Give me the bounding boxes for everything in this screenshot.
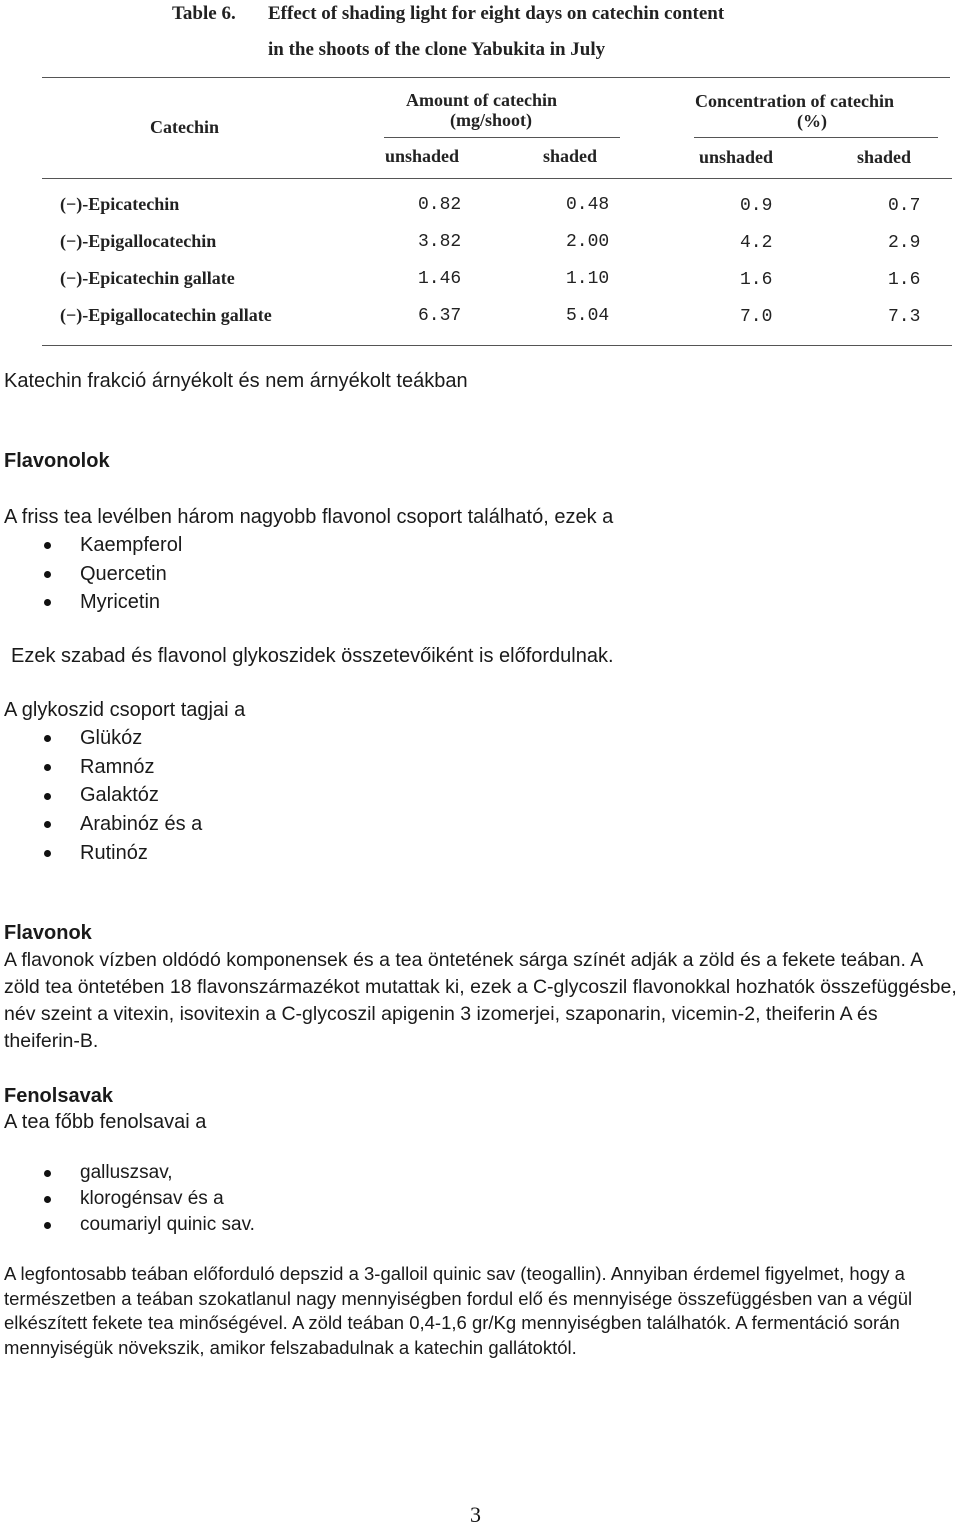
cell-conc-unshaded: 1.6 [740,270,773,290]
phenolic-paragraph: A legfontosabb teában előforduló depszid a 3-galloil quinic sav (teogallin). Annyiban érdemel figyelmet, hogy a természetben a teában szokatlanul nagy mennyiségben fordul elő és mennyisége összefüggésben van a végül elkészített fekete tea minőségével. A zöld teában 0,4-1,6 gr/Kg mennyiségben találhatók. A fermentáció során mennyiségük növekszik, amikor felszabadulnak a katechin gallátoktól. [4,1263,913,1358]
group-rule-amount [384,137,620,138]
sub-header-shaded: shaded [857,147,912,167]
list-item: coumariyl quinic sav. [0,1212,255,1238]
flavonol-intro: A friss tea levélben három nagyobb flavonol csoport található, ezek a [4,506,614,528]
col-group-amount-line2: (mg/shoot) [450,110,532,130]
list-item: Kaempferol [0,531,182,560]
bullet-icon [44,1170,51,1177]
flavonok-paragraph: A flavonok vízben oldódó komponensek és a tea öntetének sárga színét adják a zöld és a fekete teában. A zöld tea öntetében 18 flavonszármazékot mutattak ki, ezek a C-glycoszil flavonokkal hozhatók összefüggésbe, név szeint a vitexin, isovitexin a C-glycoszil apigenin 3 izomerjei, szaponarin, vicemin-2, theiferin A és theiferin-B. [4,949,957,1052]
heading-flavonolok: Flavonolok [4,450,110,472]
bullet-icon [44,571,51,578]
cell-conc-shaded: 2.9 [888,233,921,253]
list-item: Myricetin [0,588,182,617]
cell-conc-unshaded: 7.0 [740,307,773,327]
cell-conc-shaded: 7.3 [888,307,921,327]
table-title-line2: in the shoots of the clone Yabukita in July [268,39,606,60]
row-name: (−)-Epigallocatechin [60,231,217,251]
phenolic-intro: A tea főbb fenolsavai a [4,1111,207,1133]
list-item: Ramnóz [0,753,202,782]
cell-conc-unshaded: 4.2 [740,233,773,253]
list-item: Quercetin [0,560,182,589]
cell-conc-shaded: 0.7 [888,196,921,216]
phenolic-acid-list [0,1160,255,1238]
row-name: (−)-Epicatechin [60,194,180,214]
flavonol-note: Ezek szabad és flavonol glykoszidek összetevőiként is előfordulnak. [11,645,614,667]
catechin-table [0,0,960,356]
bullet-icon [44,793,51,800]
cell-amount-shaded: 1.10 [566,269,610,289]
bullet-icon [44,764,51,771]
sub-header-shaded: shaded [543,146,598,166]
col-group-concentration-line1: Concentration of catechin [695,91,894,111]
cell-conc-unshaded: 0.9 [740,196,773,216]
table-bottom-rule [42,345,952,346]
page-number: 3 [470,1502,481,1527]
cell-amount-shaded: 0.48 [566,195,610,215]
table-label: Table 6. [172,3,236,24]
bullet-icon [44,1222,51,1229]
col-group-amount-line1: Amount of catechin [406,90,557,110]
sub-header-unshaded: unshaded [699,147,774,167]
glycoside-intro: A glykoszid csoport tagjai a [4,699,246,721]
cell-conc-shaded: 1.6 [888,270,921,290]
list-item: Rutinóz [0,839,202,868]
bullet-icon [44,850,51,857]
bullet-icon [44,599,51,606]
cell-amount-unshaded: 0.82 [418,195,462,215]
list-item: klorogénsav és a [0,1186,255,1212]
table-caption: Katechin frakció árnyékolt és nem árnyékolt teákban [4,370,468,392]
table-header-rule [42,178,952,179]
cell-amount-shaded: 5.04 [566,306,610,326]
cell-amount-unshaded: 1.46 [418,269,462,289]
list-item: galluszsav, [0,1160,255,1186]
list-item: Galaktóz [0,781,202,810]
bullet-icon [44,1196,51,1203]
flavonol-list [0,531,182,617]
cell-amount-shaded: 2.00 [566,232,610,252]
sub-header-unshaded: unshaded [385,146,460,166]
cell-amount-unshaded: 3.82 [418,232,462,252]
table-top-rule [42,77,950,78]
row-name: (−)-Epigallocatechin gallate [60,305,272,325]
group-rule-concentration [694,137,938,138]
bullet-icon [44,821,51,828]
col-header-catechin: Catechin [150,117,219,137]
list-item: Glükóz [0,724,202,753]
bullet-icon [44,542,51,549]
heading-fenolsavak: Fenolsavak [4,1085,113,1107]
col-group-concentration-line2: (%) [797,111,827,131]
cell-amount-unshaded: 6.37 [418,306,462,326]
table-title-line1: Effect of shading light for eight days on catechin content [268,3,725,24]
row-name: (−)-Epicatechin gallate [60,268,235,288]
glycoside-list [0,724,202,867]
bullet-icon [44,735,51,742]
heading-flavonok: Flavonok [4,922,92,944]
list-item: Arabinóz és a [0,810,202,839]
